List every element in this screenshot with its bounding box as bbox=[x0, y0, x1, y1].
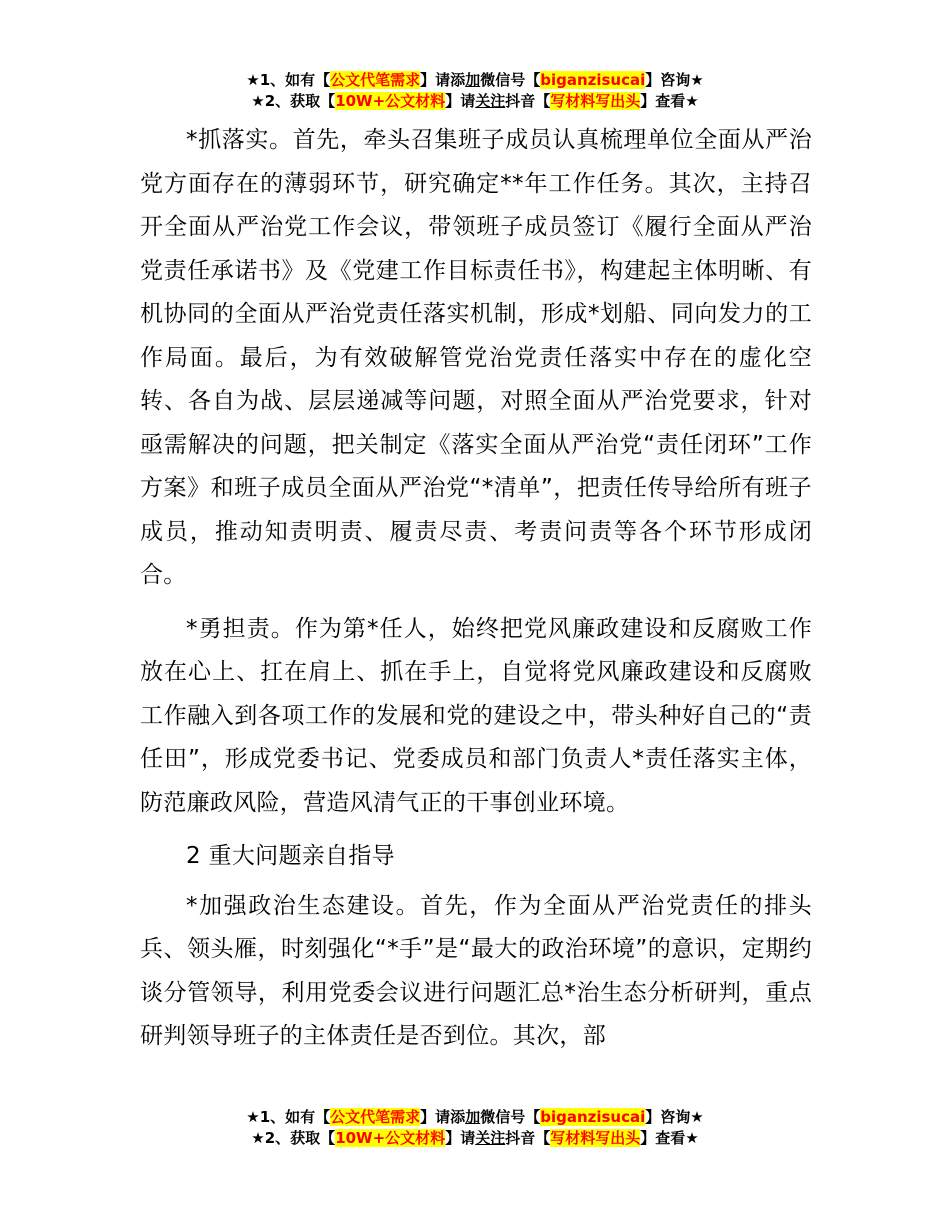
banner-line-2 bbox=[0, 91, 950, 112]
highlight-account: 写材料写出头 bbox=[550, 92, 641, 110]
banner-line-1 bbox=[0, 1107, 950, 1128]
highlight-materials: 10W+公文材料 bbox=[335, 92, 446, 110]
banner-text-underlined: 加 bbox=[465, 71, 481, 89]
banner-line-2 bbox=[0, 1128, 950, 1149]
banner-text: ★1、如有【 bbox=[246, 71, 331, 89]
banner-text: 】请添 bbox=[420, 71, 466, 89]
paragraph-implementation: *抓落实。首先，牵头召集班子成员认真梳理单位全面从严治党方面存在的薄弱环节，研究确定**年工作任务。其次，主持召开全面从严治党工作会议，带领班子成员签订《履行全面从严治党责任承诺书》及《党建工作目标责任书》，构建起主体明晰、有机协同的全面从严治党责任落实机制，形成*划船、同向发力的工作局面。最后，为有效破解管党治党责任落实中存在的虚化空转、各自为战、层层递减等问题，对照全面从严治党要求，针对亟需解决的问题，把关制定《落实全面从严治党“责任闭环”工作方案》和班子成员全面从严治党“*清单”，把责任传导给所有班子成员，推动知责明责、履责尽责、考责问责等各个环节形成闭合。 bbox=[140, 127, 812, 588]
banner-text: ★2、获取【 bbox=[251, 1129, 336, 1147]
banner-text: 】查看★ bbox=[640, 92, 699, 110]
banner-text: ★2、获取【 bbox=[251, 92, 336, 110]
banner-text: 抖音【 bbox=[505, 92, 551, 110]
highlight-account: 写材料写出头 bbox=[550, 1129, 641, 1147]
banner-line-1 bbox=[0, 70, 950, 91]
banner-text: 】咨询★ bbox=[645, 1108, 704, 1126]
banner-text: 微信号【 bbox=[480, 71, 541, 89]
highlight-service: 公文代笔需求 bbox=[330, 1108, 421, 1126]
banner-text: 抖音【 bbox=[505, 1129, 551, 1147]
section-heading: 2 重大问题亲自指导 bbox=[186, 843, 395, 869]
banner-text-underlined: 加 bbox=[465, 1108, 481, 1126]
banner-text: 】请 bbox=[445, 92, 476, 110]
footer-banner bbox=[0, 1107, 950, 1149]
document-body bbox=[140, 119, 812, 1069]
banner-text: ★1、如有【 bbox=[246, 1108, 331, 1126]
highlight-materials: 10W+公文材料 bbox=[335, 1129, 446, 1147]
banner-text: 】请 bbox=[445, 1129, 476, 1147]
highlight-wechat-id: biganzisucai bbox=[540, 71, 646, 89]
highlight-service: 公文代笔需求 bbox=[330, 71, 421, 89]
banner-text-underlined: 关注 bbox=[475, 92, 506, 110]
banner-text-underlined: 关注 bbox=[475, 1129, 506, 1147]
highlight-wechat-id: biganzisucai bbox=[540, 1108, 646, 1126]
banner-text: 微信号【 bbox=[480, 1108, 541, 1126]
header-banner bbox=[0, 70, 950, 112]
paragraph-political-ecology: *加强政治生态建设。首先，作为全面从严治党责任的排头兵、领头雁，时刻强化“*手”是“最大的政治环境”的意识，定期约谈分管领导，利用党委会议进行问题汇总*治生态分析研判，重点研判领导班子的主体责任是否到位。其次，部 bbox=[140, 892, 812, 1049]
banner-text: 】请添 bbox=[420, 1108, 466, 1126]
banner-text: 】咨询★ bbox=[645, 71, 704, 89]
banner-text: 】查看★ bbox=[640, 1129, 699, 1147]
paragraph-responsibility: *勇担责。作为第*任人，始终把党风廉政建设和反腐败工作放在心上、扛在肩上、抓在手上，自觉将党风廉政建设和反腐败工作融入到各项工作的发展和党的建设之中，带头种好自己的“责任田”，形成党委书记、党委成员和部门负责人*责任落实主体，防范廉政风险，营造风清气正的干事创业环境。 bbox=[140, 615, 812, 816]
